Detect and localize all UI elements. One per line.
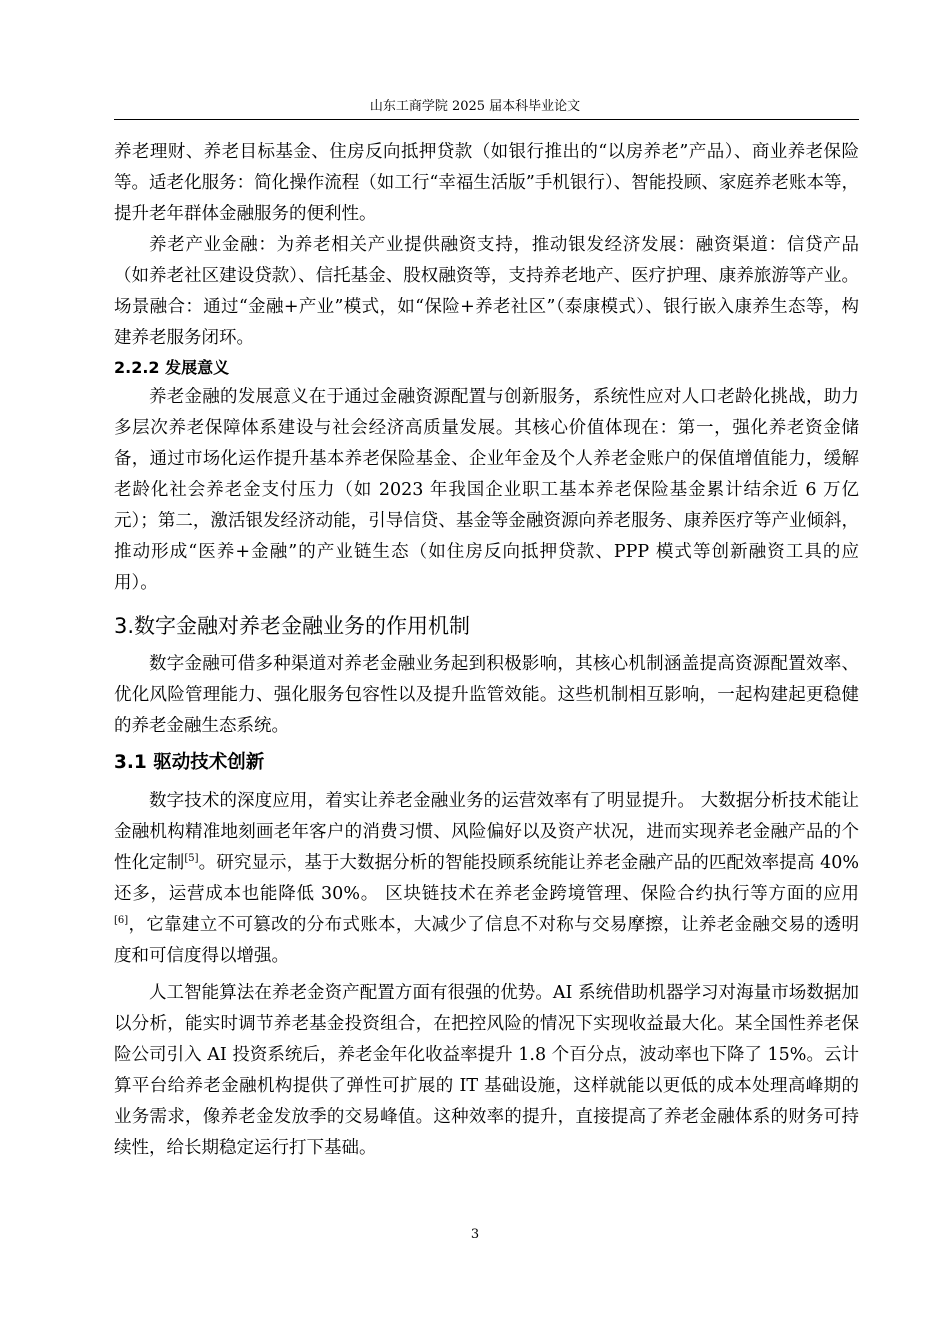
paragraph-development-significance: 养老金融的发展意义在于通过金融资源配置与创新服务，系统性应对人口老龄化挑战，助力多层次养老保障体系建设与社会经济高质量发展。其核心价值体现在：第一，强化养老资金储备，通过市场化运作提升基本养老保险基金、企业年金及个人养老金账户的保值增值能力，缓解老龄化社会养老金支付压力（如 2023 年我国企业职工基本养老保险基金累计结余近 6 万亿元）；第二，激活银发经济动能，引导信贷、基金等金融资源向养老服务、康养医疗等产业倾斜，推动形成“医养+金融”的产业链生态（如住房反向抵押贷款、PPP 模式等创新融资工具的应用）。: [114, 387, 859, 593]
page-number: 3: [470, 1227, 480, 1242]
paragraph-text: 数字技术的深度应用，着实让养老金融业务的运营效率有了明显提升。 大数据分析技术能让金融机构精准地刻画老年客户的消费习惯、风险偏好以及资产状况，进而实现养老金融产品的个性化定制: [114, 791, 859, 873]
header-divider: [114, 119, 859, 120]
citation-ref-5: [5]: [184, 853, 199, 865]
paragraph-industry-finance: 养老产业金融：为养老相关产业提供融资支持，推动银发经济发展：融资渠道：信贷产品（如养老社区建设贷款）、信托基金、股权融资等，支持养老地产、医疗护理、康养旅游等产业。场景融合：通过“金融+产业”模式，如“保险+养老社区”（泰康模式）、银行嵌入康养生态等，构建养老服务闭环。: [114, 235, 859, 348]
paragraph-text: ，它靠建立不可篡改的分布式账本，大减少了信息不对称与交易摩擦，让养老金融交易的透明度和可信度得以增强。: [114, 915, 859, 966]
paragraph-mechanism-intro: 数字金融可借多种渠道对养老金融业务起到积极影响，其核心机制涵盖提高资源配置效率、优化风险管理能力、强化服务包容性以及提升监管效能。这些机制相互影响，一起构建起更稳健的养老金融生态系统。: [114, 654, 859, 736]
section-heading-2-2-2: 2.2.2 发展意义: [114, 358, 230, 377]
paragraph-pension-products: 养老理财、养老目标基金、住房反向抵押贷款（如银行推出的“以房养老”产品）、商业养老保险等。适老化服务：简化操作流程（如工行“幸福生活版”手机银行）、智能投顾、家庭养老账本等，提升老年群体金融服务的便利性。: [114, 142, 859, 224]
running-header: 山东工商学院 2025 届本科毕业论文: [369, 99, 581, 114]
chapter-heading-3: 3.数字金融对养老金融业务的作用机制: [114, 614, 471, 638]
paragraph-tech-innovation: [114, 786, 859, 972]
paragraph-text: 。研究显示，基于大数据分析的智能投顾系统能让养老金融产品的匹配效率提高 40%还多，运营成本也能降低 30%。 区块链技术在养老金跨境管理、保险合约执行等方面的应用: [114, 853, 860, 904]
page-body: [114, 137, 859, 1164]
section-heading-3-1: 3.1 驱动技术创新: [114, 752, 265, 773]
paragraph-ai-allocation: 人工智能算法在养老金资产配置方面有很强的优势。AI 系统借助机器学习对海量市场数据加以分析，能实时调节养老基金投资组合，在把控风险的情况下实现收益最大化。某全国性养老保险公司引入 AI 投资系统后，养老金年化收益率提升 1.8 个百分点，波动率也下降了 15%。云计算平台给养老金融机构提供了弹性可扩展的 IT 基础设施，这样就能以更低的成本处理高峰期的业务需求，像养老金发放季的交易峰值。这种效率的提升，直接提高了养老金融体系的财务可持续性，给长期稳定运行打下基础。: [114, 983, 859, 1158]
citation-ref-6: [6]: [114, 915, 129, 927]
